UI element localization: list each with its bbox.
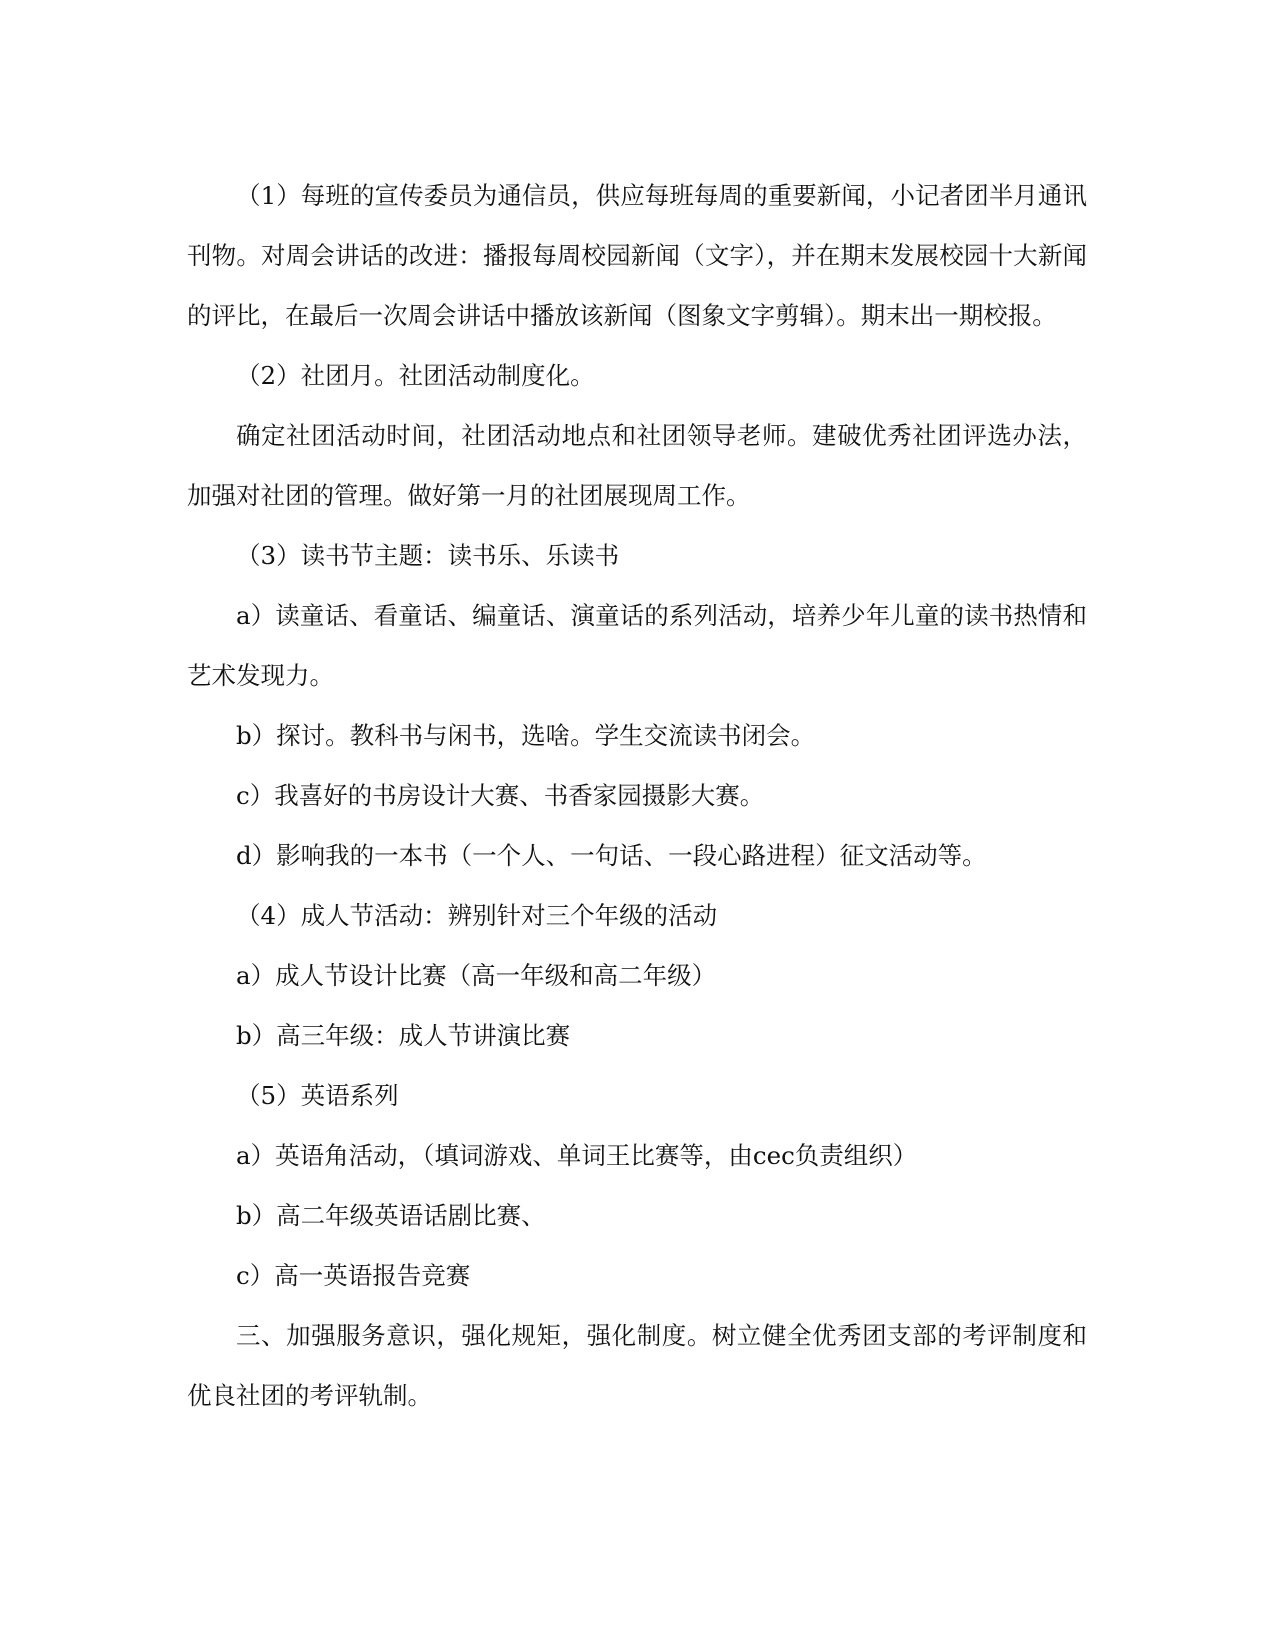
paragraph-reading-festival: （3）读书节主题：读书乐、乐读书 — [236, 541, 620, 570]
paragraph-news-correspondents: （1）每班的宣传委员为通信员，供应每班每周的重要新闻，小记者团半月通讯刊物。对周会讲话的改进：播报每周校园新闻（文字），并在期末发展校园十大新闻的评比，在最后一次周会讲话中播放该新闻（图象文字剪辑）。期末出一期校报。 — [187, 181, 1087, 330]
document-body — [187, 166, 1087, 1426]
paragraph-english-c: c）高一英语报告竞赛 — [236, 1261, 471, 1290]
paragraph-reading-d: d）影响我的一本书（一个人、一句话、一段心路进程）征文活动等。 — [236, 841, 987, 870]
paragraph-reading-c: c）我喜好的书房设计大赛、书香家园摄影大赛。 — [236, 781, 765, 810]
paragraph-club-month: （2）社团月。社团活动制度化。 — [236, 361, 595, 390]
paragraph-english-a: a）英语角活动，（填词游戏、单词王比赛等，由cec负责组织） — [236, 1141, 918, 1170]
paragraph-english-b: b）高二年级英语话剧比赛、 — [236, 1201, 546, 1230]
paragraph-adult-a: a）成人节设计比赛（高一年级和高二年级） — [236, 961, 717, 990]
paragraph-reading-a: a）读童话、看童话、编童话、演童话的系列活动，培养少年儿童的读书热情和艺术发现力。 — [187, 601, 1087, 690]
paragraph-reading-b: b）探讨。教科书与闲书，选啥。学生交流读书闭会。 — [236, 721, 816, 750]
paragraph-club-schedule: 确定社团活动时间，社团活动地点和社团领导老师。建破优秀社团评选办法，加强对社团的管理。做好第一月的社团展现周工作。 — [187, 421, 1087, 510]
paragraph-adult-b: b）高三年级：成人节讲演比赛 — [236, 1021, 571, 1050]
paragraph-english-series: （5）英语系列 — [236, 1081, 399, 1110]
paragraph-section-three: 三、加强服务意识，强化规矩，强化制度。树立健全优秀团支部的考评制度和优良社团的考评轨制。 — [187, 1321, 1087, 1410]
paragraph-adult-festival: （4）成人节活动：辨别针对三个年级的活动 — [236, 901, 718, 930]
